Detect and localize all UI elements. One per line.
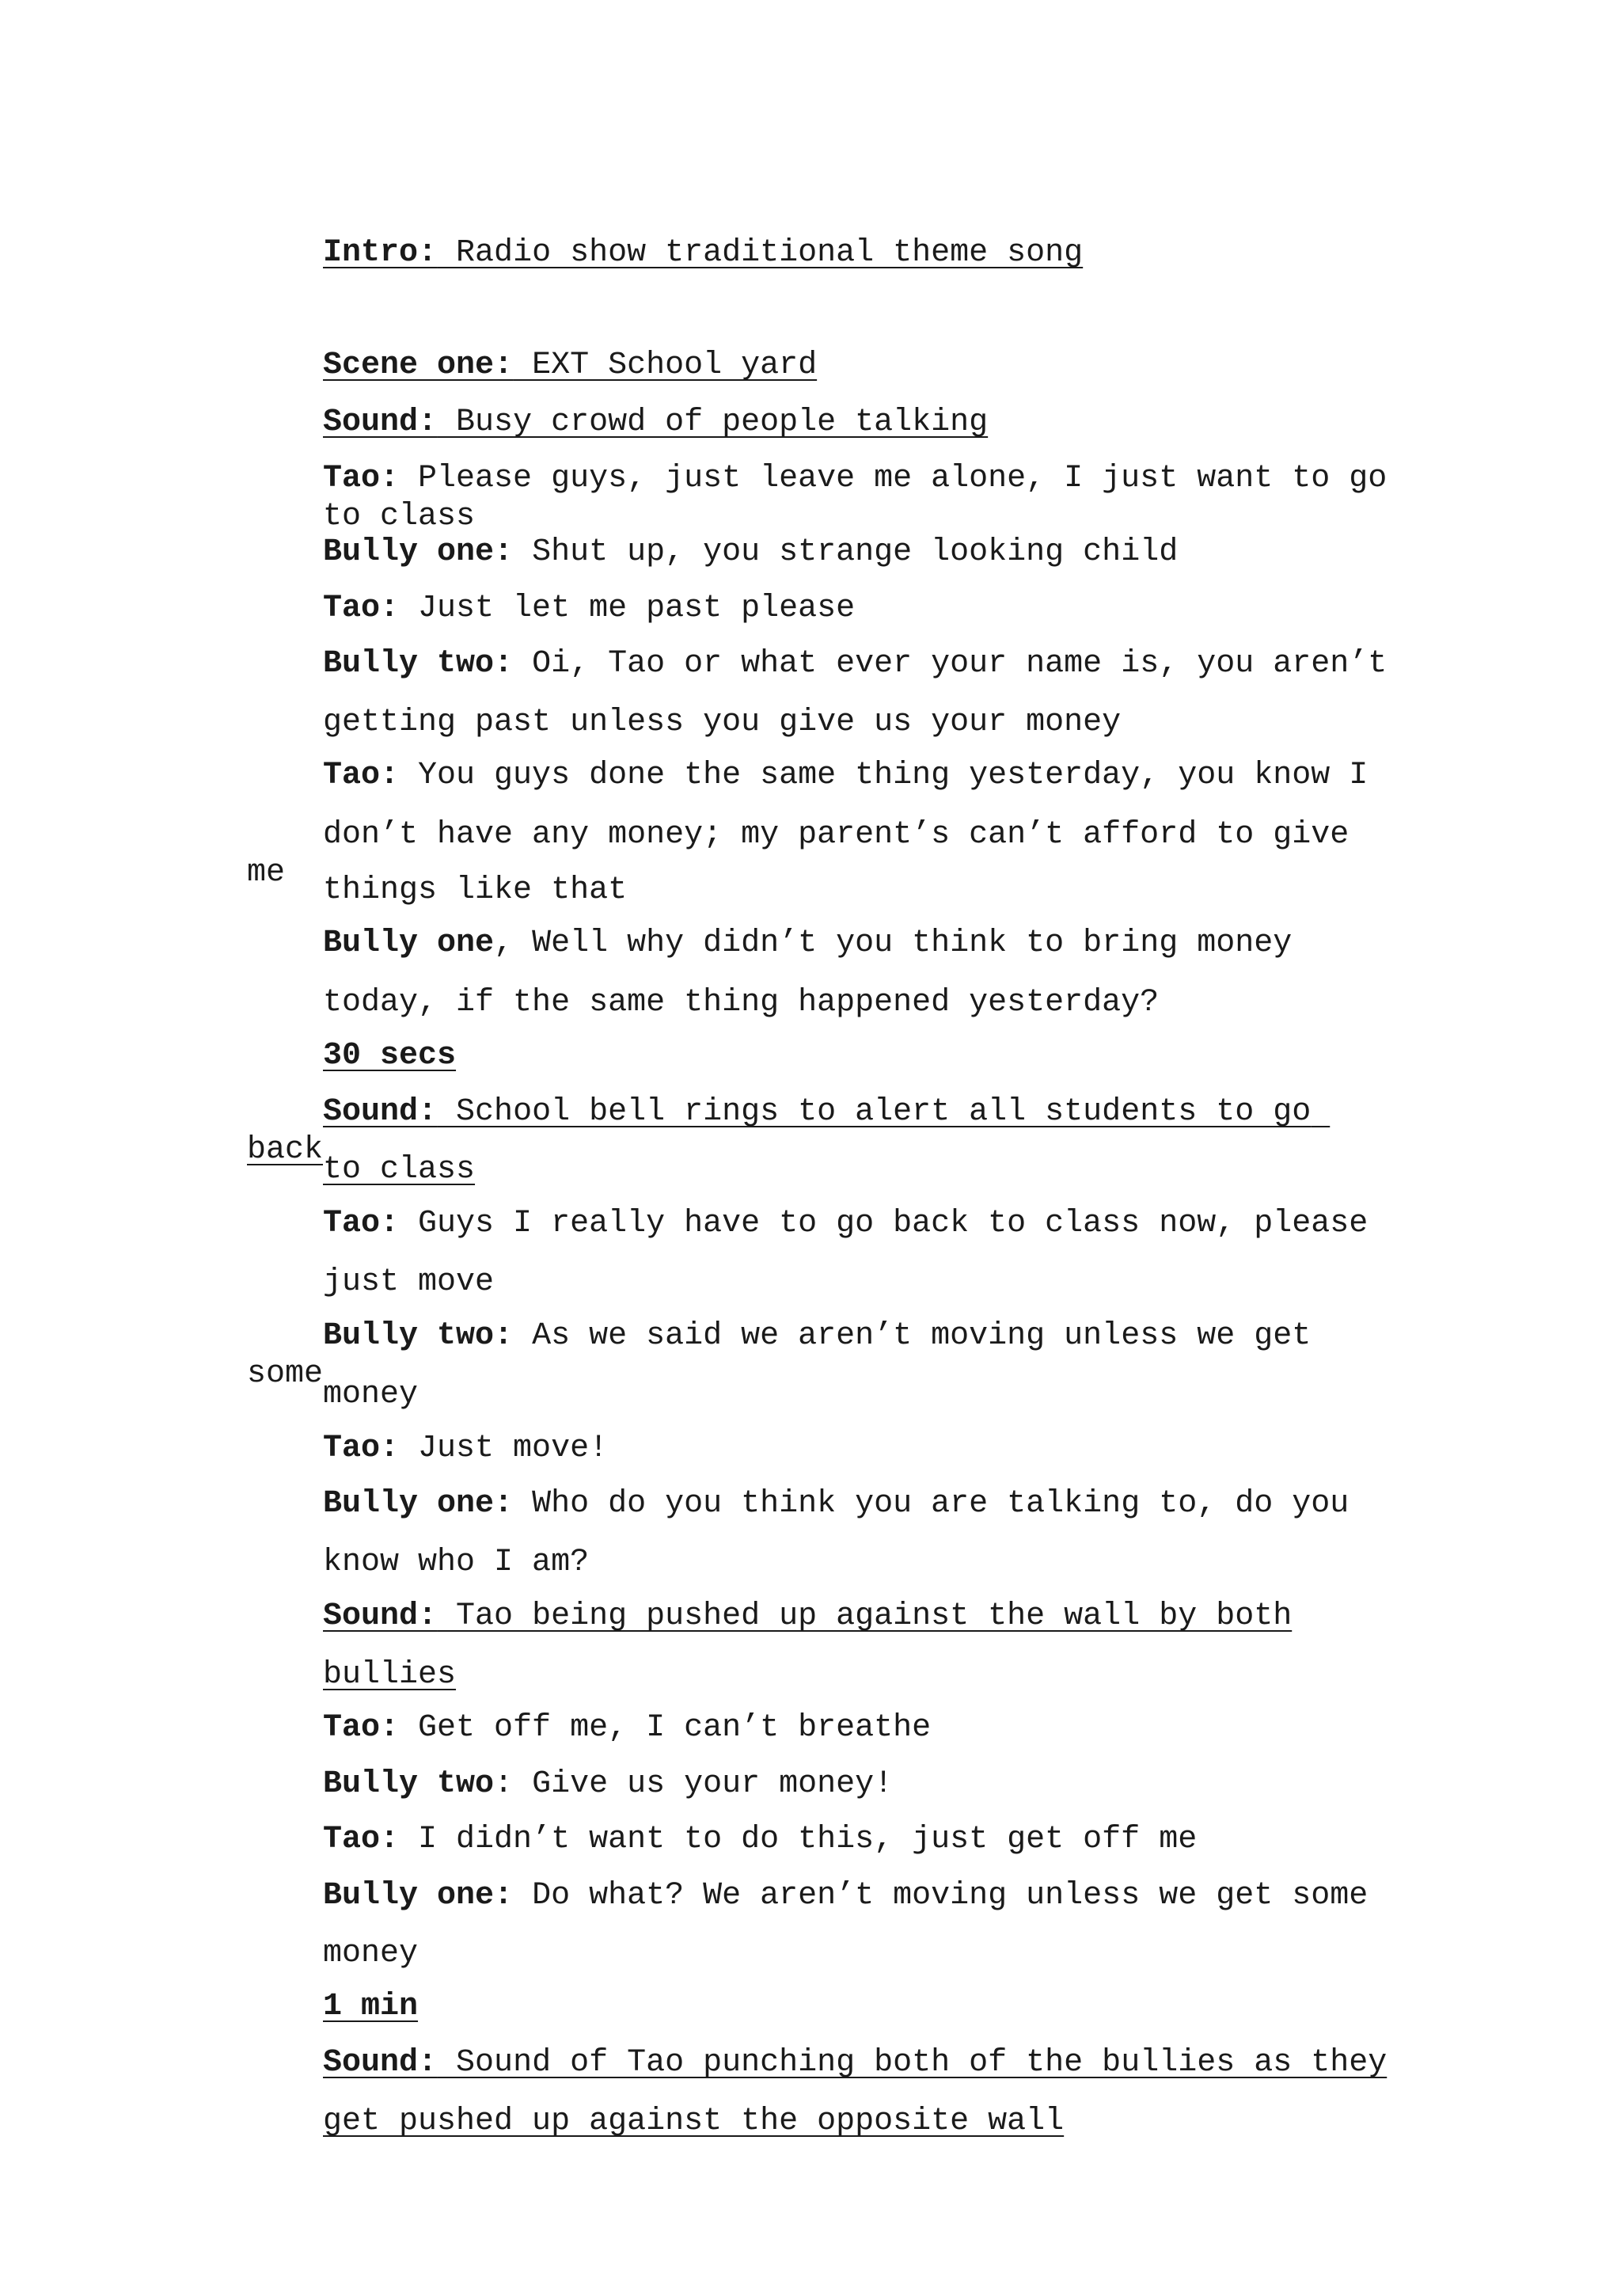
- sound-label: Sound:: [323, 1094, 438, 1130]
- dialogue-text: money: [323, 1377, 419, 1412]
- sound-text: School bell rings to alert all students to go back: [247, 1094, 1331, 1168]
- dialogue-text: know who I am?: [323, 1545, 590, 1580]
- dialogue-text: Do what? We aren’t moving unless we get some: [513, 1878, 1369, 1914]
- dialogue-text: today, if the same thing happened yesterday?: [323, 985, 1160, 1021]
- time-marker-text: 1 min: [323, 1989, 419, 2024]
- speaker-label: Bully two: [323, 1766, 495, 1802]
- dialogue-text: just move: [323, 1264, 495, 1300]
- sound-label: Sound:: [323, 405, 438, 440]
- scene-label: Scene one:: [323, 348, 514, 383]
- intro-text: Radio show traditional theme song: [437, 235, 1084, 271]
- dialogue-text: Guys I really have to go back to class now, please: [399, 1206, 1369, 1241]
- speaker-label: Bully one: [323, 926, 495, 961]
- speaker-label: Tao:: [323, 1710, 400, 1746]
- dialogue-text: Oi, Tao or what ever your name is, you aren’t: [513, 646, 1388, 682]
- speaker-label: Bully two:: [323, 1318, 514, 1354]
- speaker-label: Tao:: [323, 1431, 400, 1466]
- sound-label: Sound:: [323, 2045, 438, 2081]
- dialogue-text: : Give us your money!: [494, 1766, 894, 1802]
- speaker-label: Tao:: [323, 461, 400, 496]
- speaker-label: Tao:: [323, 1206, 400, 1241]
- sound-text: Tao being pushed up against the wall by both: [437, 1598, 1293, 1634]
- dialogue-text: As we said we aren’t moving unless we get some: [247, 1318, 1331, 1392]
- sound-text: bullies: [323, 1657, 457, 1693]
- scene-text: EXT School yard: [513, 348, 818, 383]
- speaker-label: Bully two:: [323, 646, 514, 682]
- dialogue-text: , Well why didn’t you think to bring money: [494, 926, 1293, 961]
- speaker-label: Bully one:: [323, 534, 514, 570]
- dialogue-text: Please guys, just leave me alone, I just want to go: [399, 461, 1388, 496]
- dialogue-text: don’t have any money; my parent’s can’t afford to give me: [247, 817, 1369, 891]
- sound-cue-4-continuation: [247, 2065, 1395, 2179]
- dialogue-text: Who do you think you are talking to, do you: [513, 1486, 1350, 1522]
- sound-text: to class: [323, 1152, 476, 1188]
- dialogue-text: Just move!: [399, 1431, 609, 1466]
- sound-label: Sound:: [323, 1598, 438, 1634]
- dialogue-text: money: [323, 1936, 419, 1971]
- dialogue-text: to class: [323, 499, 476, 534]
- intro-label: Intro:: [323, 235, 438, 271]
- speaker-label: Tao:: [323, 1822, 400, 1857]
- dialogue-text: getting past unless you give us your money: [323, 705, 1122, 740]
- speaker-label: Tao:: [323, 758, 400, 793]
- speaker-label: Bully one:: [323, 1486, 514, 1522]
- sound-text: Busy crowd of people talking: [437, 405, 989, 440]
- sound-text: Sound of Tao punching both of the bullies as they: [437, 2045, 1388, 2081]
- speaker-label: Tao:: [323, 591, 400, 626]
- dialogue-text: Get off me, I can’t breathe: [399, 1710, 932, 1746]
- dialogue-text: things like that: [323, 872, 628, 908]
- sound-text: get pushed up against the opposite wall: [323, 2104, 1065, 2139]
- intro-underlined: [323, 235, 1083, 271]
- dialogue-text: Just let me past please: [399, 591, 856, 626]
- intro-line: [247, 196, 1395, 310]
- time-marker-text: 30 secs: [323, 1038, 457, 1074]
- dialogue-text: You guys done the same thing yesterday, you know I: [399, 758, 1369, 793]
- dialogue-text: I didn’t want to do this, just get off me: [399, 1822, 1198, 1857]
- speaker-label: Bully one:: [323, 1878, 514, 1914]
- dialogue-text: Shut up, you strange looking child: [513, 534, 1179, 570]
